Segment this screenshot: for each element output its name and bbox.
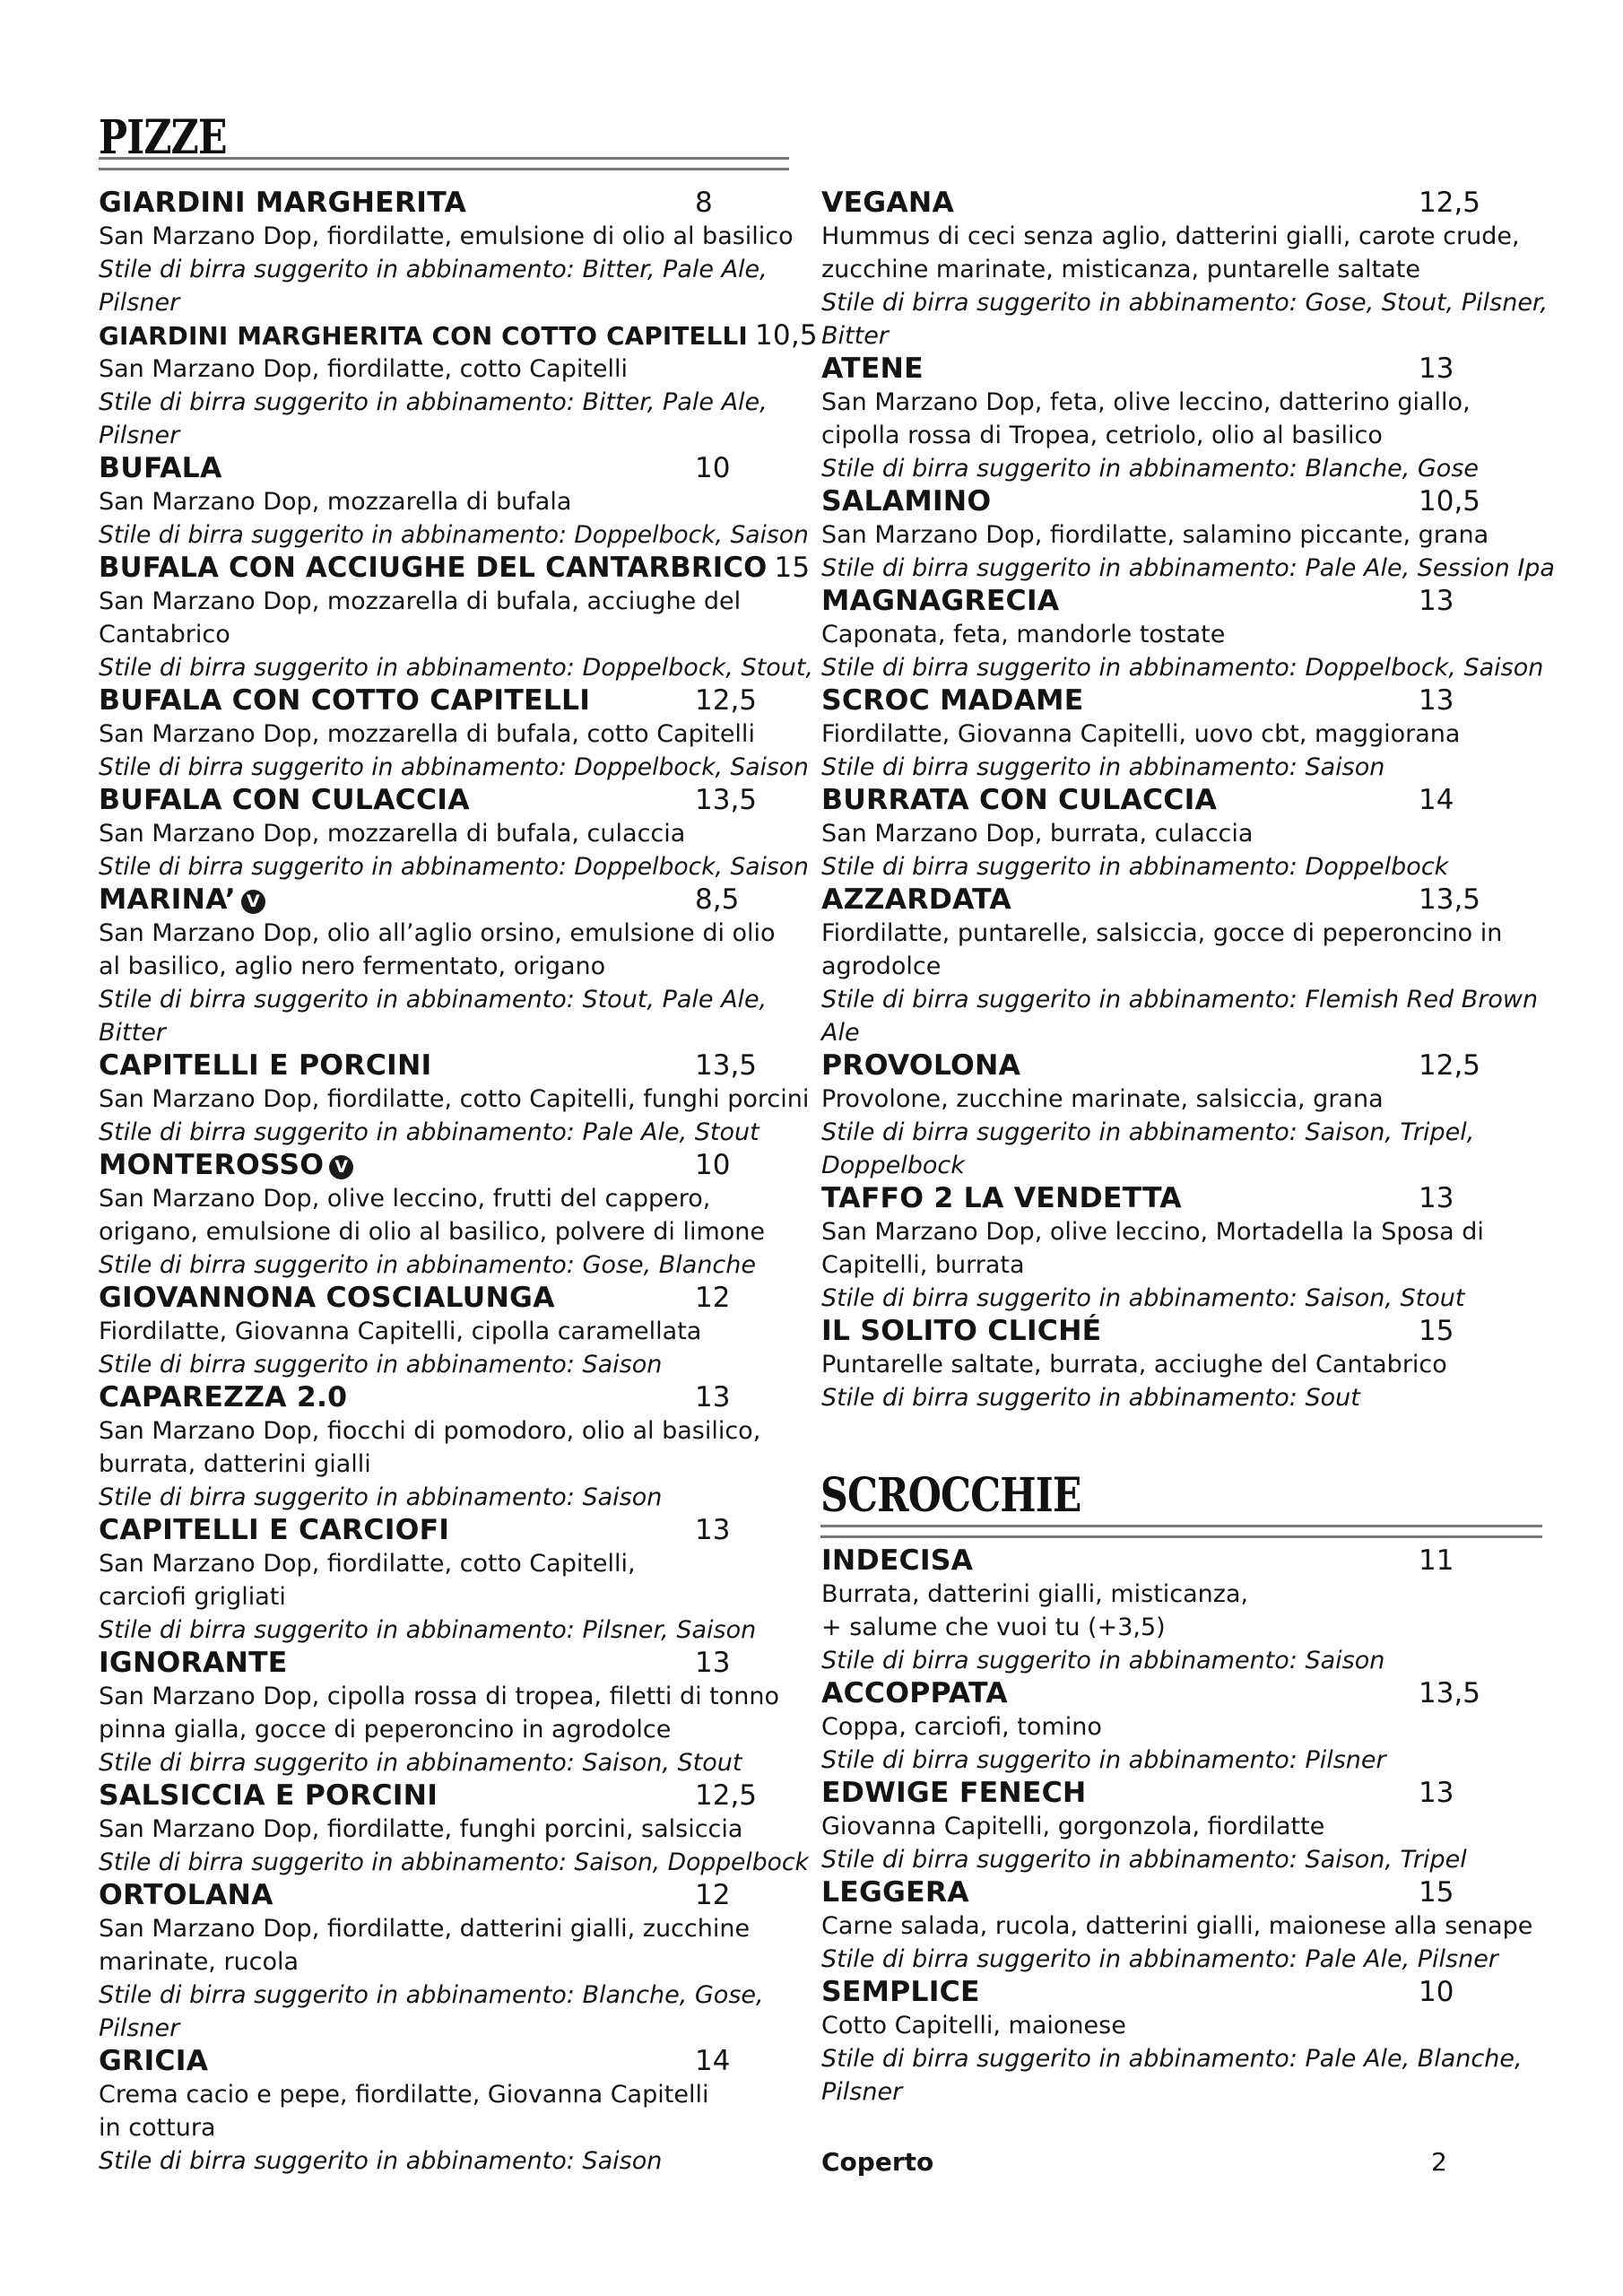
item-beer-pairing: Stile di birra suggerito in abbinamento: Blanche, Gose, (99, 1981, 764, 2009)
item-name (821, 1777, 1566, 1810)
item-description: Carne salada, rucola, datterini gialli, maionese alla senape (821, 1912, 1533, 1940)
menu-item-il-solito-cliche (821, 1315, 1566, 1414)
menu-item-semplice (821, 1976, 1566, 2109)
item-name (821, 1976, 1566, 2009)
item-name-text: GIARDINI MARGHERITA CON COTTO CAPITELLI (99, 321, 748, 351)
item-name (821, 585, 1566, 618)
menu-item-edwige-fenech (821, 1777, 1566, 1876)
item-price: 13 (1419, 1777, 1454, 1809)
item-description: Fiordilatte, Giovanna Capitelli, cipolla caramellata (99, 1318, 702, 1345)
scrocchie-title: SCROCCHIE (820, 1468, 1081, 1523)
item-description: carciofi grigliati (99, 1583, 286, 1611)
coperto-label: Coperto (821, 2147, 934, 2177)
menu-item-scroc-madame (821, 684, 1566, 784)
item-price: 14 (1419, 784, 1454, 816)
item-name (821, 1544, 1566, 1578)
menu-item-ortolana (99, 1879, 816, 2045)
item-price: 10 (1419, 1976, 1454, 2008)
item-beer-pairing: Pilsner (821, 2078, 903, 2106)
item-price: 8,5 (695, 883, 740, 916)
menu-item-burrata-con-culaccia (821, 784, 1566, 883)
item-description: origano, emulsione di olio al basilico, polvere di limone (99, 1218, 766, 1246)
item-name-text: PROVOLONA (821, 1049, 1021, 1082)
item-description: in cottura (99, 2114, 216, 2142)
item-price: 13 (1419, 684, 1454, 717)
menu-item-ignorante (99, 1647, 816, 1779)
item-price: 13 (695, 1381, 731, 1413)
item-beer-pairing: Stile di birra suggerito in abbinamento: Saison (99, 1483, 663, 1511)
item-description: Caponata, feta, mandorle tostate (821, 621, 1226, 648)
item-beer-pairing: Stile di birra suggerito in abbinamento: Bitter, Pale Ale, (99, 388, 768, 416)
item-name-text: IGNORANTE (99, 1647, 288, 1679)
menu-item-provolona (821, 1049, 1566, 1182)
item-name-text: SALAMINO (821, 485, 992, 517)
pizze-left-column (99, 187, 816, 2178)
item-name-text: GIARDINI MARGHERITA (99, 187, 467, 219)
pizze-title: PIZZE (99, 110, 227, 165)
item-description: San Marzano Dop, fiordilatte, cotto Capitelli, funghi porcini (99, 1085, 810, 1113)
item-price: 12 (695, 1282, 731, 1314)
item-price: 11 (1419, 1544, 1454, 1577)
item-beer-pairing: Stile di birra suggerito in abbinamento: Gose, Stout, Pilsner, (821, 289, 1549, 317)
menu-item-indecisa (821, 1544, 1566, 1677)
item-name-text: INDECISA (821, 1544, 974, 1577)
item-description: San Marzano Dop, fiordilatte, cotto Capitelli, (99, 1550, 636, 1578)
pizze-rule (99, 157, 789, 170)
item-name-text: MONTEROSSO (99, 1149, 325, 1181)
item-name-text: IL SOLITO CLICHÉ (821, 1315, 1102, 1347)
item-name (821, 1182, 1566, 1215)
item-beer-pairing: Stile di birra suggerito in abbinamento: Doppelbock, Saison (99, 753, 809, 781)
item-description: San Marzano Dop, fiocchi di pomodoro, olio al basilico, (99, 1417, 761, 1445)
item-beer-pairing: Stile di birra suggerito in abbinamento: Saison, Tripel (821, 1846, 1467, 1874)
item-name (821, 784, 1566, 817)
item-beer-pairing: Stile di birra suggerito in abbinamento: Saison, Tripel, (821, 1118, 1475, 1146)
item-price: 13 (1419, 1182, 1454, 1214)
item-beer-pairing: Stile di birra suggerito in abbinamento: Pale Ale, Blanche, (821, 2045, 1523, 2073)
item-description: San Marzano Dop, mozzarella di bufala, culaccia (99, 820, 686, 848)
item-price: 13 (695, 1514, 731, 1546)
menu-item-taffo-2-la-vendetta (821, 1182, 1566, 1315)
item-description: San Marzano Dop, olive leccino, Mortadella la Sposa di (821, 1218, 1484, 1246)
item-description: San Marzano Dop, fiordilatte, salamino piccante, grana (821, 521, 1489, 549)
item-name-text: ACCOPPATA (821, 1677, 1008, 1709)
item-price: 13,5 (1419, 883, 1481, 916)
item-description: San Marzano Dop, fiordilatte, funghi porcini, salsiccia (99, 1815, 743, 1843)
item-price: 13,5 (695, 784, 758, 816)
item-price: 12,5 (1419, 187, 1481, 219)
coperto-price: 2 (1431, 2147, 1447, 2177)
item-price: 13 (1419, 352, 1454, 385)
item-name (99, 552, 816, 585)
item-description: Provolone, zucchine marinate, salsiccia, grana (821, 1085, 1384, 1113)
item-name-text: SEMPLICE (821, 1976, 980, 2008)
item-name-text: SALSICCIA E PORCINI (99, 1779, 438, 1812)
item-name-text: SCROC MADAME (821, 684, 1084, 717)
item-description: San Marzano Dop, fiordilatte, cotto Capitelli (99, 355, 629, 383)
menu-item-atene (821, 352, 1566, 485)
item-description: Giovanna Capitelli, gorgonzola, fiordilatte (821, 1813, 1325, 1840)
item-name-text: LEGGERA (821, 1876, 969, 1909)
item-beer-pairing: Stile di birra suggerito in abbinamento: Doppelbock, Saison (99, 853, 809, 881)
item-beer-pairing: Stile di birra suggerito in abbinamento: Doppelbock, Saison (99, 521, 809, 549)
item-description: San Marzano Dop, fiordilatte, emulsione di olio al basilico (99, 222, 794, 250)
menu-item-salsiccia-e-porcini (99, 1779, 816, 1879)
item-price: 12,5 (695, 1779, 758, 1812)
item-beer-pairing: Pilsner (99, 289, 180, 317)
item-price: 10,5 (1419, 485, 1481, 517)
item-name-text: TAFFO 2 LA VENDETTA (821, 1182, 1182, 1214)
item-description: cipolla rossa di Tropea, cetriolo, olio al basilico (821, 422, 1383, 449)
menu-item-bufala-con-acciughe-del-cantarbrico (99, 552, 816, 684)
menu-item-capitelli-e-porcini (99, 1049, 816, 1149)
item-description: Puntarelle saltate, burrata, acciughe del Cantabrico (821, 1351, 1447, 1378)
item-beer-pairing: Stile di birra suggerito in abbinamento: Saison (99, 2147, 663, 2175)
item-price: 13,5 (1419, 1677, 1481, 1709)
menu-item-bufala-con-cotto-capitelli (99, 684, 816, 784)
item-price: 10 (695, 1149, 731, 1181)
item-beer-pairing: Stile di birra suggerito in abbinamento: Doppelbock, Stout, (99, 654, 813, 682)
item-beer-pairing: Pilsner (99, 422, 180, 449)
item-name-text: CAPITELLI E CARCIOFI (99, 1514, 450, 1546)
item-name-text: ORTOLANA (99, 1879, 273, 1911)
menu-item-azzardata (821, 883, 1566, 1049)
item-beer-pairing: Stile di birra suggerito in abbinamento: Pale Ale, Session Ipa (821, 554, 1555, 582)
item-name (821, 684, 1566, 718)
pizze-right-column (821, 187, 1566, 1414)
item-description: San Marzano Dop, cipolla rossa di tropea, filetti di tonno (99, 1683, 780, 1710)
item-name (99, 319, 816, 352)
item-description: marinate, rucola (99, 1948, 299, 1976)
item-name-text: CAPITELLI E PORCINI (99, 1049, 432, 1082)
item-beer-pairing: Stile di birra suggerito in abbinamento: Blanche, Gose (821, 455, 1479, 483)
item-name-text: GRICIA (99, 2045, 209, 2077)
item-name (821, 352, 1566, 386)
item-name-text: VEGANA (821, 187, 955, 219)
item-name-text: EDWIGE FENECH (821, 1777, 1087, 1809)
item-price: 12,5 (1419, 1049, 1481, 1082)
item-description: San Marzano Dop, mozzarella di bufala, acciughe del (99, 587, 742, 615)
menu-item-giovannona-coscialunga (99, 1282, 816, 1381)
item-price: 13 (1419, 585, 1454, 617)
item-description: San Marzano Dop, mozzarella di bufala, cotto Capitelli (99, 720, 755, 748)
item-description: Fiordilatte, Giovanna Capitelli, uovo cbt, maggiorana (821, 720, 1461, 748)
item-description: Coppa, carciofi, tomino (821, 1713, 1102, 1741)
item-price: 15 (1419, 1876, 1454, 1909)
item-beer-pairing: Stile di birra suggerito in abbinamento: Flemish Red Brown (821, 986, 1539, 1013)
item-description: San Marzano Dop, feta, olive leccino, datterino giallo, (821, 388, 1471, 416)
item-price: 10,5 (754, 319, 818, 352)
item-description: + salume che vuoi tu (+3,5) (821, 1613, 1166, 1641)
item-beer-pairing: Bitter (821, 322, 889, 350)
item-name-text: CAPAREZZA 2.0 (99, 1381, 348, 1413)
item-description: burrata, datterini gialli (99, 1450, 371, 1478)
menu-item-caparezza-2-0 (99, 1381, 816, 1514)
item-price: 10 (695, 452, 731, 484)
item-price: 15 (774, 552, 811, 584)
vegan-icon: V (241, 890, 265, 914)
menu-item-bufala (99, 452, 816, 552)
item-name (821, 1876, 1566, 1909)
item-name-text: BURRATA CON CULACCIA (821, 784, 1218, 816)
item-description: Burrata, datterini gialli, misticanza, (821, 1580, 1249, 1608)
item-description: pinna gialla, gocce di peperoncino in agrodolce (99, 1716, 672, 1744)
item-name-text: BUFALA CON ACCIUGHE DEL CANTARBRICO (99, 552, 768, 584)
item-beer-pairing: Stile di birra suggerito in abbinamento: Pale Ale, Pilsner (821, 1945, 1498, 1973)
item-beer-pairing: Stile di birra suggerito in abbinamento: Pilsner, Saison (99, 1616, 757, 1644)
item-name-text: ATENE (821, 352, 924, 385)
item-price: 12,5 (695, 684, 758, 717)
menu-item-accoppata (821, 1677, 1566, 1777)
item-beer-pairing: Stile di birra suggerito in abbinamento: Stout, Pale Ale, (99, 986, 768, 1013)
scrocchie-column (821, 1544, 1566, 2109)
item-price: 14 (695, 2045, 731, 2077)
item-description: Capitelli, burrata (821, 1251, 1025, 1279)
item-description: San Marzano Dop, olio all’aglio orsino, emulsione di olio (99, 919, 776, 947)
menu-item-giardini-margherita-con-cotto-capitelli (99, 319, 816, 452)
menu-item-vegana (821, 187, 1566, 352)
item-description: al basilico, aglio nero fermentato, origano (99, 952, 606, 980)
menu-item-magnagrecia (821, 585, 1566, 684)
item-name (821, 1315, 1566, 1348)
item-description: Fiordilatte, puntarelle, salsiccia, gocce di peperoncino in (821, 919, 1503, 947)
item-description: San Marzano Dop, olive leccino, frutti del cappero, (99, 1185, 711, 1213)
item-beer-pairing: Stile di birra suggerito in abbinamento: Saison (821, 753, 1385, 781)
item-beer-pairing: Stile di birra suggerito in abbinamento: Doppelbock, Saison (821, 654, 1544, 682)
item-name-text: BUFALA CON COTTO CAPITELLI (99, 684, 591, 717)
menu-item-capitelli-e-carciofi (99, 1514, 816, 1647)
item-beer-pairing: Stile di birra suggerito in abbinamento: Gose, Blanche (99, 1251, 756, 1279)
item-beer-pairing: Stile di birra suggerito in abbinamento: Saison, Stout (99, 1749, 742, 1777)
item-description: Cantabrico (99, 621, 230, 648)
item-description: San Marzano Dop, fiordilatte, datterini gialli, zucchine (99, 1915, 751, 1943)
item-name-text: GIOVANNONA COSCIALUNGA (99, 1282, 555, 1314)
item-description: Crema cacio e pepe, fiordilatte, Giovanna Capitelli (99, 2081, 709, 2109)
item-beer-pairing: Doppelbock (821, 1152, 965, 1179)
item-price: 12 (695, 1879, 731, 1911)
item-description: San Marzano Dop, burrata, culaccia (821, 820, 1254, 848)
item-price: 15 (1419, 1315, 1454, 1347)
vegan-icon: V (329, 1155, 353, 1179)
item-beer-pairing: Stile di birra suggerito in abbinamento: Sout (821, 1384, 1360, 1412)
item-price: 13 (695, 1647, 731, 1679)
menu-item-giardini-margherita (99, 187, 816, 319)
item-description: Cotto Capitelli, maionese (821, 2012, 1126, 2039)
item-beer-pairing: Stile di birra suggerito in abbinamento: Bitter, Pale Ale, (99, 256, 768, 283)
item-name-text: BUFALA (99, 452, 222, 484)
menu-item-leggera (821, 1876, 1566, 1976)
item-beer-pairing: Stile di birra suggerito in abbinamento: Doppelbock (821, 853, 1449, 881)
menu-item-marina (99, 883, 816, 1049)
item-name-text: AZZARDATA (821, 883, 1011, 916)
item-beer-pairing: Stile di birra suggerito in abbinamento: Saison, Stout (821, 1284, 1465, 1312)
item-description: Hummus di ceci senza aglio, datterini gialli, carote crude, (821, 222, 1520, 250)
item-beer-pairing: Stile di birra suggerito in abbinamento: Saison (821, 1647, 1385, 1674)
scrocchie-rule (820, 1525, 1542, 1538)
item-beer-pairing: Bitter (99, 1019, 166, 1047)
item-description: zucchine marinate, misticanza, puntarelle saltate (821, 256, 1420, 283)
item-price: 8 (695, 187, 713, 219)
item-name-text: MAGNAGRECIA (821, 585, 1060, 617)
item-beer-pairing: Stile di birra suggerito in abbinamento: Pale Ale, Stout (99, 1118, 759, 1146)
menu-item-monterosso (99, 1149, 816, 1282)
menu-item-salamino (821, 485, 1566, 585)
item-beer-pairing: Stile di birra suggerito in abbinamento: Saison (99, 1351, 663, 1378)
menu-item-gricia (99, 2045, 816, 2178)
item-beer-pairing: Stile di birra suggerito in abbinamento: Pilsner (821, 1746, 1386, 1774)
item-name-text: MARINA’ (99, 883, 236, 916)
menu-item-bufala-con-culaccia (99, 784, 816, 883)
item-description: San Marzano Dop, mozzarella di bufala (99, 488, 572, 516)
item-beer-pairing: Pilsner (99, 2014, 180, 2042)
item-beer-pairing: Ale (821, 1019, 860, 1047)
item-name-text: BUFALA CON CULACCIA (99, 784, 470, 816)
item-price: 13,5 (695, 1049, 758, 1082)
item-description: agrodolce (821, 952, 942, 980)
item-beer-pairing: Stile di birra suggerito in abbinamento: Saison, Doppelbock (99, 1848, 809, 1876)
